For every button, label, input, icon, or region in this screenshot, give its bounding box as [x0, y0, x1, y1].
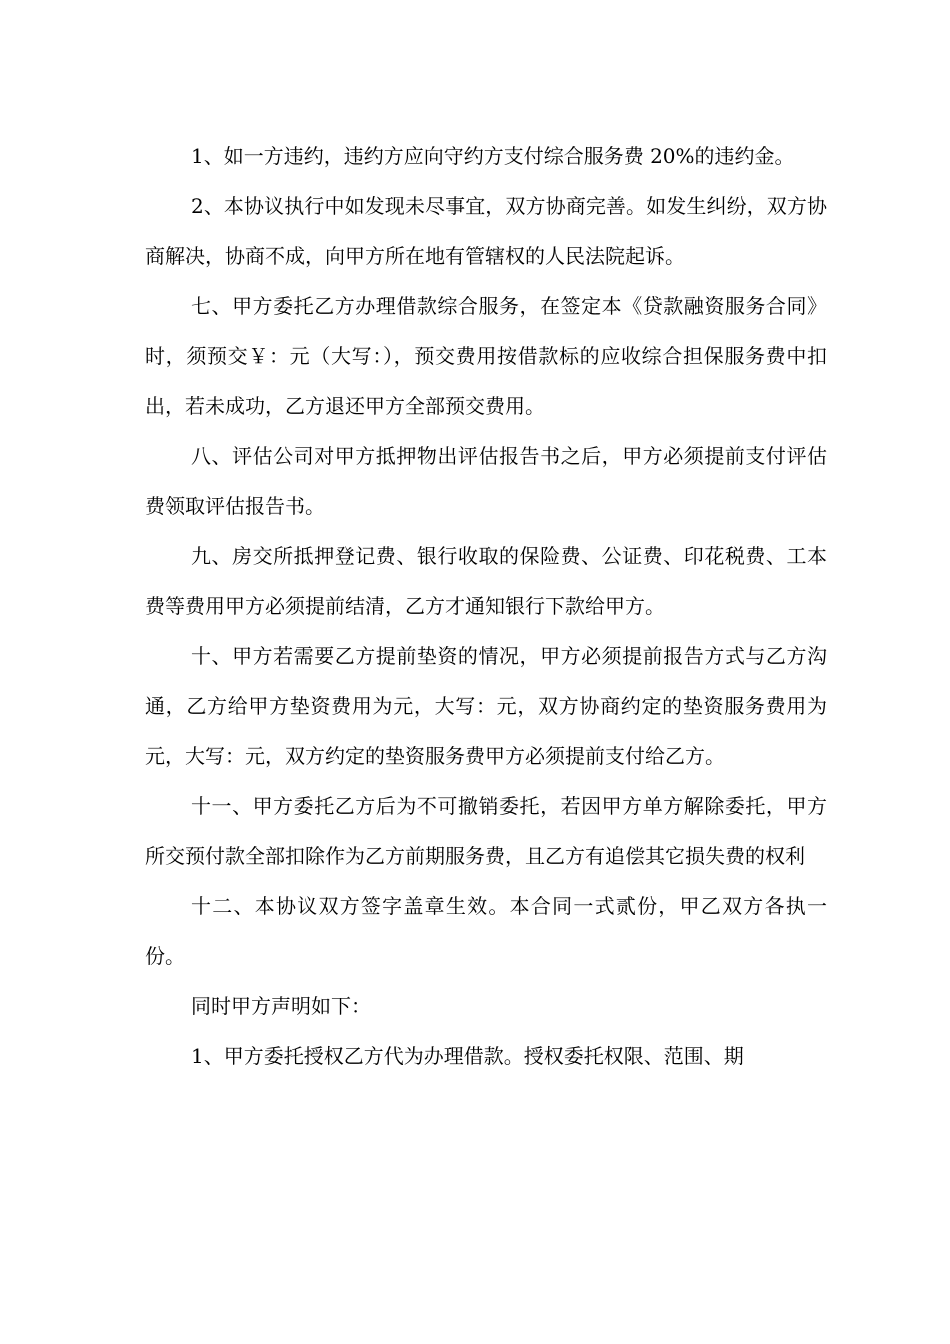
paragraph-clause-7: 七、甲方委托乙方办理借款综合服务，在签定本《贷款融资服务合同》时，须预交￥：元（大写：），预交费用按借款标的应收综合担保服务费中扣出，若未成功，乙方退还甲方全部预交费用。 — [145, 294, 827, 418]
paragraph-clause-12: 十二、本协议双方签字盖章生效。本合同一式贰份，甲乙双方各执一份。 — [145, 894, 827, 968]
paragraph-dispute-clause: 2、本协议执行中如发现未尽事宜，双方协商完善。如发生纠纷，双方协商解决，协商不成，向甲方所在地有管辖权的人民法院起诉。 — [145, 194, 827, 268]
paragraph-declaration-heading: 同时甲方声明如下： — [191, 994, 371, 1018]
paragraph-clause-11: 十一、甲方委托乙方后为不可撤销委托，若因甲方单方解除委托，甲方所交预付款全部扣除作为乙方前期服务费，且乙方有追偿其它损失费的权利 — [145, 794, 827, 868]
document-body — [145, 131, 827, 1081]
paragraph-clause-10: 十、甲方若需要乙方提前垫资的情况，甲方必须提前报告方式与乙方沟通，乙方给甲方垫资费用为元，大写：元，双方协商约定的垫资服务费用为元，大写：元，双方约定的垫资服务费甲方必须提前支付给乙方。 — [145, 644, 827, 768]
paragraph-clause-8: 八、评估公司对甲方抵押物出评估报告书之后，甲方必须提前支付评估费领取评估报告书。 — [145, 444, 827, 518]
paragraph-clause-9: 九、房交所抵押登记费、银行收取的保险费、公证费、印花税费、工本费等费用甲方必须提前结清，乙方才通知银行下款给甲方。 — [145, 544, 827, 618]
paragraph-penalty-clause: 1、如一方违约，违约方应向守约方支付综合服务费 20%的违约金。 — [191, 144, 795, 168]
paragraph-declaration-1: 1、甲方委托授权乙方代为办理借款。授权委托权限、范围、期 — [191, 1044, 744, 1068]
